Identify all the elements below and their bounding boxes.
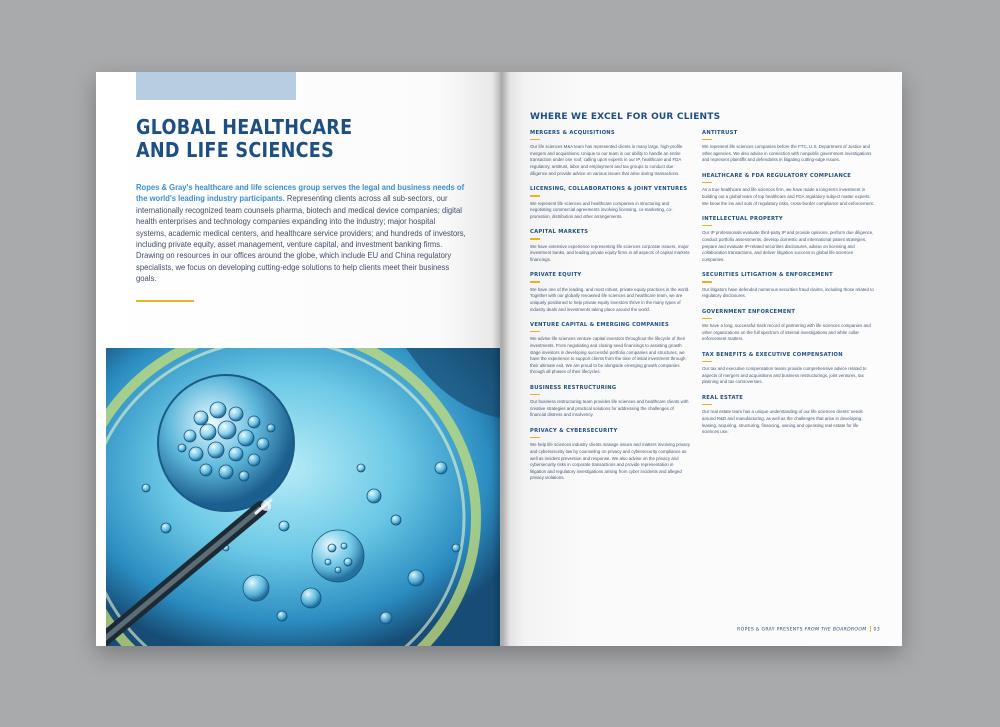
- practice-section: [530, 229, 690, 263]
- title-line-1: GLOBAL HEALTHCARE: [136, 115, 353, 139]
- footer-firm: ROPES & GRAY PRESENTS: [737, 627, 803, 632]
- left-page: [96, 72, 500, 646]
- section-title: REAL ESTATE: [702, 395, 744, 402]
- section-body: We help life sciences industry clients manage issues and matters involving privacy and cybersecurity law by counseling on privacy and cybersecurity compliance as well as incident prevention and response. We also advise on the privacy and cybersecurity risks in corporate transactions and provide representation in litigation and regulatory investigations arising from cyber incidents and alleged privacy violations.: [530, 442, 691, 481]
- section-heading: WHERE WE EXCEL FOR OUR CLIENTS: [530, 112, 721, 122]
- section-body: Our litigators have defended numerous securities fraud claims, including those related to regulatory disclosures.: [702, 286, 874, 299]
- column-left: [530, 130, 690, 491]
- practice-section: [530, 186, 690, 220]
- section-body: We represent life sciences and healthcare companies in structuring and negotiating commercial agreements involving licensing, co-marketing, co-promotion, distribution and other arrangements.: [530, 200, 673, 219]
- gold-rule: [702, 404, 712, 405]
- practice-section: [530, 322, 690, 376]
- section-body: We have a long, successful track record of partnering with life sciences companies and other organizations on the full spectrum of internal investigations and white collar enforcement matters.: [702, 323, 871, 342]
- gold-rule: [530, 195, 540, 196]
- gold-rule: [530, 394, 540, 395]
- section-body: Our life sciences M&A team has represented clients in many large, high-profile mergers and acquisitions. Unique to our team is our ability to handle an entire transaction under one roof, calling upon experts in our IP, healthcare and FDA regulatory, antitrust, labor and employment and tax groups to conduct due diligence and provide advice on various issues that arise during transactions.: [530, 144, 683, 176]
- practice-section: [702, 352, 876, 386]
- practice-section: [702, 395, 876, 436]
- gold-rule: [702, 139, 712, 140]
- petri-dish-image-icon: [106, 348, 500, 646]
- section-title: CAPITAL MARKETS: [530, 229, 589, 236]
- practice-section: [530, 130, 690, 177]
- page-number: 03: [873, 627, 880, 632]
- practice-section: [530, 385, 690, 419]
- magazine-spread: [96, 72, 902, 646]
- section-body: We have one of the leading, and most robust, private equity practices in the world. Together with our globally renowned life sciences and healthcare team, we are uniquely positioned to help private equity investors thrive in the many types of industry deals and investments taking place around the world.: [530, 286, 690, 312]
- petri-dish-photo: [106, 348, 500, 646]
- title-line-2: AND LIFE SCIENCES: [136, 138, 335, 162]
- intro-lead: Ropes & Gray's healthcare and life sciences group serves the legal and business needs of the world's leading industry participants.: [136, 182, 465, 204]
- intro-body: Representing clients across all sub-sectors, our internationally recognized team counsels pharma, biotech and medical device companies; digital health enterprises and technology companies expanding into the industry; major hospital systems, academic medical centers, and healthcare service providers; and hundreds of investors, including private equity, asset management, venture capital, and investment banking firms. Drawing on resources in our offices around the globe, which include EU and China regulatory specialists, we focus on developing cutting-edge solutions to help clients meet their business goals.: [136, 193, 466, 284]
- section-title: VENTURE CAPITAL & EMERGING COMPANIES: [530, 322, 670, 329]
- section-body: Our business restructuring team provides life sciences and healthcare clients with creative strategies and practical solutions for addressing the challenges of financial distress and insolvency.: [530, 399, 689, 418]
- section-title: ANTITRUST: [702, 130, 738, 136]
- page-footer: [737, 626, 880, 633]
- gold-rule: [702, 182, 712, 183]
- practice-section: [702, 173, 876, 207]
- gold-rule: [530, 331, 540, 332]
- section-body: We advise life sciences venture capital investors throughout the lifecycle of their investments. From negotiating and closing seed financings to assisting growth stage investors in developing successful portfolio companies and structures, we have the experience to support clients from the time of initial investment through their ultimate exit. We are proud to be alongside emerging growth companies through all phases of their lifecycles.: [530, 336, 686, 375]
- section-body: Our real estate team has a unique understanding of our life sciences clients' needs around R&D and manufacturing, as well as the challenges that arise in developing, leasing, acquiring, structuring, financing, owning and operating real estate for life sciences use.: [702, 409, 863, 435]
- section-title: GOVERNMENT ENFORCEMENT: [702, 308, 796, 315]
- accent-block: [136, 72, 296, 100]
- page-title: [136, 116, 435, 162]
- practice-section: [530, 428, 690, 482]
- section-title: SECURITIES LITIGATION & ENFORCEMENT: [702, 272, 833, 279]
- column-right: [702, 130, 876, 445]
- gold-rule: [702, 225, 712, 226]
- gold-rule: [702, 318, 712, 319]
- footer-separator: [870, 626, 871, 632]
- right-page: [500, 72, 902, 646]
- gold-divider: [136, 300, 194, 302]
- section-title: BUSINESS RESTRUCTURING: [530, 384, 617, 391]
- practice-section: [702, 309, 876, 343]
- gold-rule: [530, 139, 540, 140]
- practice-section: [702, 272, 876, 299]
- gold-rule: [702, 281, 712, 282]
- gold-rule: [530, 281, 540, 282]
- section-body: We have extensive experience representing life sciences corporate issuers, major investment banks, and leading private equity firms in all aspects of capital markets financings.: [530, 243, 690, 262]
- practice-section: [702, 130, 876, 164]
- gold-rule: [530, 238, 540, 239]
- section-body: As a true healthcare and life sciences firm, we have made a long-term investment in building out a global team of top healthcare and FDA regulatory subject matter experts. We know the ins and outs of regulatory risks, cross-border compliance and enforcement.: [702, 187, 874, 206]
- section-body: Our tax and executive compensation teams provide comprehensive advice related to aspects of mergers and acquisitions and business restructurings, joint ventures, tax planning and tax controversies.: [702, 366, 867, 385]
- section-title: PRIVACY & CYBERSECURITY: [530, 428, 618, 435]
- practice-section: [702, 216, 876, 263]
- section-title: TAX BENEFITS & EXECUTIVE COMPENSATION: [702, 351, 843, 358]
- intro-paragraph: [136, 182, 467, 285]
- section-body: We represent life sciences companies before the FTC, U.S. Department of Justice and other agencies. We also advise in connection with nonpublic government investigations and represent plaintiffs and defendants in litigating cutting-edge issues.: [702, 144, 872, 163]
- section-title: MERGERS & ACQUISITIONS: [530, 130, 615, 136]
- gold-rule: [530, 437, 540, 438]
- section-title: HEALTHCARE & FDA REGULATORY COMPLIANCE: [702, 173, 852, 180]
- section-title: LICENSING, COLLABORATIONS & JOINT VENTURES: [530, 186, 688, 193]
- gold-rule: [702, 361, 712, 362]
- practice-section: [530, 272, 690, 313]
- footer-publication: FROM THE BOARDROOM: [804, 627, 867, 632]
- section-body: Our IP professionals evaluate third-party IP and provide opinions, perform due diligence, conduct portfolio assessments, develop domestic and international patent strategies, prepare and evaluate IP-related securities disclosures, advise on licensing and collaboration transactions, and deliver litigation success to global life sciences companies.: [702, 230, 874, 262]
- section-title: INTELLECTUAL PROPERTY: [702, 216, 783, 223]
- section-title: PRIVATE EQUITY: [530, 272, 582, 279]
